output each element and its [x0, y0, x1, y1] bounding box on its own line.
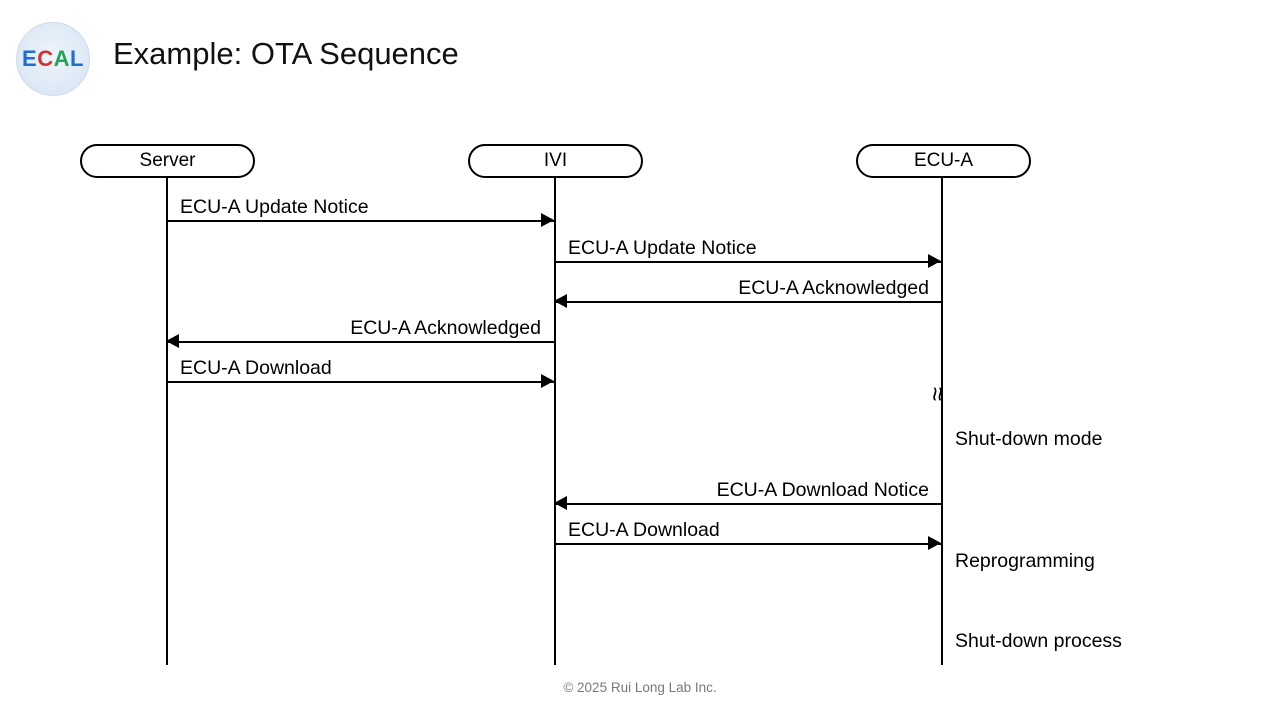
- sequence-diagram: [0, 120, 1280, 680]
- message-line-7: [554, 543, 941, 545]
- page-title: Example: OTA Sequence: [113, 36, 459, 71]
- lifeline-ecua: [941, 178, 943, 665]
- ecal-logo: [16, 22, 90, 96]
- footer-copyright: © 2025 Rui Long Lab Inc.: [563, 680, 717, 695]
- participant-label-ivi: IVI: [543, 150, 568, 171]
- participant-label-ecua: ECU-A: [913, 150, 974, 171]
- message-label-7: ECU-A Download: [568, 519, 720, 541]
- message-line-6: [554, 503, 941, 505]
- arrow-head-5: [541, 374, 554, 388]
- message-label-1: ECU-A Update Notice: [180, 196, 369, 218]
- message-line-2: [554, 261, 941, 263]
- logo-letter-e: E: [22, 46, 38, 71]
- participant-head-ivi: [468, 144, 643, 178]
- note-shut-down-process: Shut-down process: [955, 630, 1122, 652]
- note-shut-down-mode: Shut-down mode: [955, 428, 1103, 450]
- arrow-head-2: [928, 254, 941, 268]
- participant-head-ecua: [856, 144, 1031, 178]
- logo-letter-c: C: [37, 46, 54, 71]
- message-label-2: ECU-A Update Notice: [568, 237, 757, 259]
- lifeline-break-icon: ≈: [923, 386, 954, 402]
- arrow-head-1: [541, 213, 554, 227]
- message-line-3: [554, 301, 941, 303]
- arrow-head-4: [166, 334, 179, 348]
- message-line-4: [166, 341, 554, 343]
- logo-letter-l: L: [70, 46, 84, 71]
- message-label-5: ECU-A Download: [180, 357, 332, 379]
- message-line-1: [166, 220, 554, 222]
- participant-label-server: Server: [139, 150, 196, 171]
- arrow-head-7: [928, 536, 941, 550]
- arrow-head-6: [554, 496, 567, 510]
- arrow-head-3: [554, 294, 567, 308]
- message-label-3: ECU-A Acknowledged: [738, 277, 929, 299]
- logo-letter-a: A: [53, 46, 70, 71]
- lifeline-ivi: [554, 178, 556, 665]
- participant-head-server: [80, 144, 255, 178]
- message-label-6: ECU-A Download Notice: [716, 479, 929, 501]
- message-line-5: [166, 381, 554, 383]
- message-label-4: ECU-A Acknowledged: [350, 317, 541, 339]
- logo-text: [22, 46, 84, 72]
- lifeline-server: [166, 178, 168, 665]
- note-reprogramming: Reprogramming: [955, 550, 1095, 572]
